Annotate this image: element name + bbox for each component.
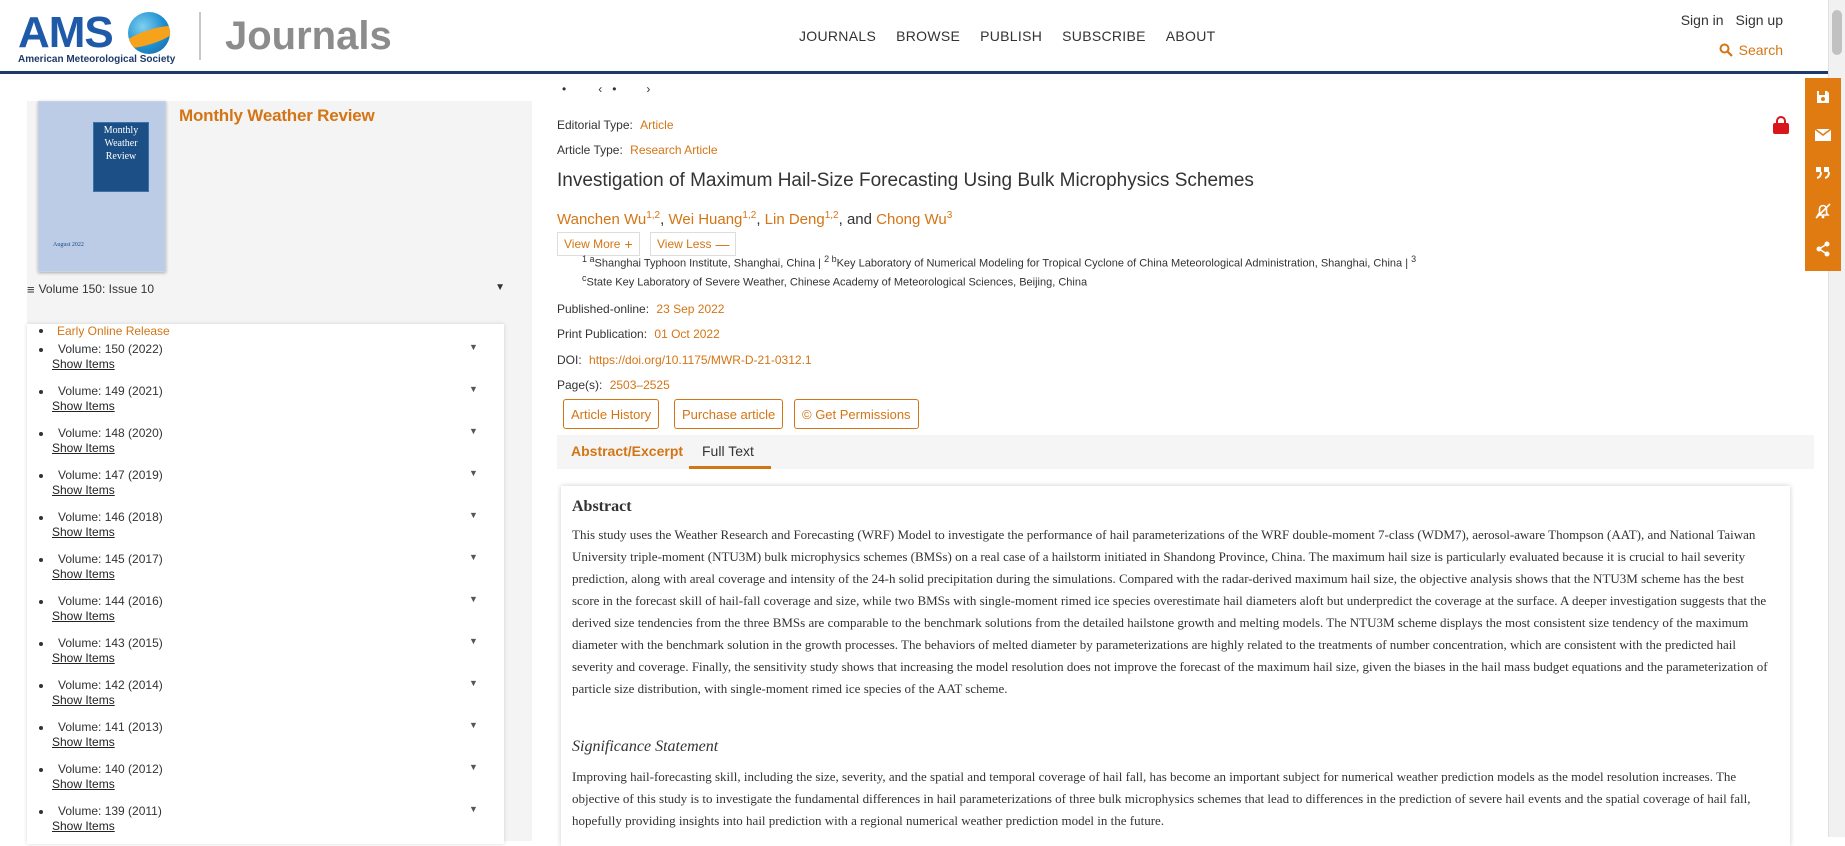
- show-items-link[interactable]: Show Items: [52, 735, 115, 749]
- published-online-label: Published-online:: [557, 302, 650, 316]
- quote-icon: [1816, 167, 1830, 179]
- get-permissions-button[interactable]: © Get Permissions: [794, 399, 919, 429]
- volume-item: [27, 550, 504, 592]
- journal-cover-image[interactable]: [38, 101, 166, 272]
- editorial-type-row: [557, 118, 674, 132]
- show-items-link[interactable]: Show Items: [52, 399, 115, 413]
- volume-label[interactable]: Volume: 149 (2021): [58, 384, 163, 398]
- content-tabs: [557, 435, 1814, 469]
- doi-row: [557, 353, 812, 367]
- expand-caret-icon[interactable]: ▼: [469, 720, 478, 730]
- affiliation-marker: 3: [1411, 254, 1417, 264]
- bell-off-icon: [1814, 202, 1832, 220]
- issue-selector-label: Volume 150: Issue 10: [38, 282, 155, 296]
- author-affiliation-sup: 3: [946, 210, 953, 221]
- lock-body: [1773, 123, 1789, 134]
- doi-label: DOI:: [557, 353, 582, 367]
- cover-title: Monthly Weather Review: [103, 125, 139, 162]
- section-title[interactable]: Journals: [225, 14, 392, 58]
- search-icon: [1719, 43, 1733, 57]
- affiliation-marker: 2 b: [824, 254, 837, 264]
- search-button[interactable]: [1719, 42, 1783, 58]
- list-bullet: [39, 642, 43, 646]
- author-affiliation-sup: 1,2: [646, 210, 661, 221]
- expand-caret-icon[interactable]: ▼: [469, 426, 478, 436]
- doi-link[interactable]: https://doi.org/10.1175/MWR-D-21-0312.1: [589, 353, 812, 367]
- article-pager: [562, 82, 650, 96]
- list-bullet: [39, 329, 43, 333]
- plus-icon: +: [624, 236, 633, 252]
- volume-list: [27, 324, 504, 844]
- list-bullet: [39, 726, 43, 730]
- list-bullet: [39, 474, 43, 478]
- published-online-date: 23 Sep 2022: [656, 302, 725, 316]
- volume-label[interactable]: Volume: 139 (2011): [58, 804, 162, 818]
- author-affiliation-sup: 1,2: [742, 210, 757, 221]
- expand-caret-icon[interactable]: ▼: [469, 678, 478, 688]
- menu-icon: ≡: [27, 281, 35, 297]
- logo-subtitle: American Meteorological Society: [18, 54, 176, 65]
- show-items-link[interactable]: Show Items: [52, 483, 115, 497]
- expand-caret-icon[interactable]: ▼: [469, 468, 478, 478]
- view-less-label: View Less: [657, 237, 712, 251]
- volume-item: [27, 718, 504, 760]
- affiliation-text: State Key Laboratory of Severe Weather, Chinese Academy of Meteorological Sciences, Beijing, China: [586, 276, 1088, 289]
- email-icon: [1815, 129, 1831, 141]
- alert-tool[interactable]: [1805, 192, 1841, 230]
- expand-caret-icon[interactable]: ▼: [469, 762, 478, 772]
- globe-icon: [128, 12, 170, 54]
- volume-label[interactable]: Volume: 146 (2018): [58, 510, 163, 524]
- journal-title-link[interactable]: Monthly Weather Review: [179, 106, 375, 125]
- show-items-link[interactable]: Show Items: [52, 651, 115, 665]
- nav-publish[interactable]: PUBLISH: [980, 28, 1043, 44]
- expand-caret-icon[interactable]: ▼: [469, 384, 478, 394]
- author-link[interactable]: Wanchen Wu: [557, 211, 647, 228]
- save-icon: [1816, 90, 1830, 104]
- volume-label[interactable]: Volume: 145 (2017): [58, 552, 163, 566]
- print-publication-date: 01 Oct 2022: [654, 327, 720, 341]
- cover-month: August 2022: [53, 242, 84, 248]
- print-publication-row: [557, 327, 720, 341]
- issue-selector[interactable]: [27, 280, 505, 298]
- show-items-link[interactable]: Show Items: [52, 525, 115, 539]
- article-type-link[interactable]: Research Article: [630, 143, 718, 157]
- affiliations: [582, 252, 1522, 289]
- pages-label: Page(s):: [557, 378, 603, 392]
- volume-label[interactable]: Volume: 140 (2012): [58, 762, 163, 776]
- author-and: and: [846, 211, 872, 228]
- next-article-icon[interactable]: ›: [646, 82, 651, 96]
- show-items-link[interactable]: Show Items: [52, 357, 115, 371]
- affiliation-text: Key Laboratory of Numerical Modeling for Tropical Cyclone of China Meteorological Administration, Shanghai, China |: [836, 257, 1409, 270]
- site-header: [0, 0, 1845, 74]
- show-items-link[interactable]: Show Items: [52, 567, 115, 581]
- editorial-type-link[interactable]: Article: [640, 118, 674, 132]
- view-more-label: View More: [564, 237, 621, 251]
- volume-item: [27, 508, 504, 550]
- cite-tool[interactable]: [1805, 154, 1841, 192]
- lock-icon: [1773, 116, 1789, 134]
- published-online-row: [557, 302, 724, 316]
- expand-caret-icon[interactable]: ▼: [469, 552, 478, 562]
- sign-up-link[interactable]: Sign up: [1735, 12, 1783, 28]
- list-bullet: [39, 684, 43, 688]
- author-affiliation-sup: 1,2: [824, 210, 839, 221]
- volume-label[interactable]: Volume: 142 (2014): [58, 678, 163, 692]
- article-title: Investigation of Maximum Hail-Size Forecasting Using Bulk Microphysics Schemes: [557, 170, 1254, 191]
- volume-item: [27, 340, 504, 382]
- early-online-release-link[interactable]: Early Online Release: [57, 324, 170, 338]
- auth-links: [1681, 12, 1783, 28]
- print-publication-label: Print Publication:: [557, 327, 648, 341]
- author-list: Wanchen Wu$^{1,2}$, Wei Huang$^{1,2}$, Lin Deng$^{1,2}$, and Chong Wu$^3$: [557, 210, 953, 228]
- volume-item: [27, 382, 504, 424]
- logo-text: AMS: [18, 8, 113, 57]
- expand-caret-icon[interactable]: ▼: [469, 636, 478, 646]
- minus-icon: —: [715, 236, 730, 252]
- significance-heading: Significance Statement: [572, 738, 719, 755]
- previous-article-icon[interactable]: ‹: [598, 82, 603, 96]
- expand-caret-icon[interactable]: ▼: [469, 342, 478, 352]
- volume-item: [27, 466, 504, 508]
- volume-item: [27, 592, 504, 634]
- dropdown-arrow-icon: ▼: [495, 282, 505, 293]
- save-tool[interactable]: [1805, 78, 1841, 116]
- author-link[interactable]: Lin Deng: [764, 211, 825, 228]
- article-history-button[interactable]: Article History: [563, 399, 659, 429]
- volume-label[interactable]: Volume: 148 (2020): [58, 426, 163, 440]
- pager-bullet: •: [562, 82, 567, 96]
- volume-item: [27, 634, 504, 676]
- tab-abstract[interactable]: Abstract/Excerpt: [571, 443, 684, 459]
- expand-caret-icon[interactable]: ▼: [469, 594, 478, 604]
- nav-journals[interactable]: JOURNALS: [799, 28, 877, 44]
- list-bullet: [39, 516, 43, 520]
- nav-subscribe[interactable]: SUBSCRIBE: [1062, 28, 1146, 44]
- volume-label[interactable]: Volume: 143 (2015): [58, 636, 163, 650]
- tab-full-text[interactable]: Full Text: [702, 443, 754, 459]
- share-icon: [1815, 241, 1831, 257]
- ams-logo[interactable]: [18, 10, 178, 68]
- volume-label[interactable]: Volume: 147 (2019): [58, 468, 163, 482]
- volume-item: [27, 676, 504, 718]
- pages-row: [557, 378, 670, 392]
- list-bullet: [39, 768, 43, 772]
- volume-item: [27, 760, 504, 802]
- show-items-link[interactable]: Show Items: [52, 819, 115, 833]
- nav-browse[interactable]: BROWSE: [896, 28, 961, 44]
- main-nav: [799, 28, 1236, 44]
- volume-label[interactable]: Volume: 141 (2013): [58, 720, 163, 734]
- active-tab-indicator: [689, 466, 771, 469]
- search-label: Search: [1738, 42, 1783, 58]
- abstract-panel: [561, 486, 1790, 846]
- affiliation-text: Shanghai Typhoon Institute, Shanghai, China |: [594, 257, 822, 270]
- volume-item: [27, 802, 504, 844]
- article-type-label: Article Type:: [557, 143, 623, 157]
- pages-value: 2503–2525: [609, 378, 670, 392]
- show-items-link[interactable]: Show Items: [52, 777, 115, 791]
- significance-text: Improving hail-forecasting skill, including the size, severity, and the spatial and temporal coverage of hail fall, has become an important subject for numerical weather prediction models as the model resolution increases. The objective of this study is to investigate the fundamental differences in hail parameterizations of three bulk microphysics schemes that lead to differences in the prediction of severe hail events and the spatial coverage of hail fall, hopefully providing insights into hail prediction with a regional numerical weather prediction model in the future.: [572, 769, 1751, 828]
- editorial-type-label: Editorial Type:: [557, 118, 633, 132]
- show-items-link[interactable]: Show Items: [52, 441, 115, 455]
- nav-about[interactable]: ABOUT: [1165, 28, 1216, 44]
- list-bullet: [39, 600, 43, 604]
- article-tools: [1805, 78, 1841, 271]
- volume-item: [27, 424, 504, 466]
- volume-label[interactable]: Volume: 144 (2016): [58, 594, 163, 608]
- affiliation-marker: c: [582, 272, 587, 283]
- article-type-row: [557, 143, 718, 157]
- pager-bullet: •: [612, 82, 617, 96]
- expand-caret-icon[interactable]: ▼: [469, 804, 478, 814]
- author-link[interactable]: Chong Wu: [876, 211, 947, 228]
- expand-caret-icon[interactable]: ▼: [469, 510, 478, 520]
- header-divider: [199, 12, 201, 60]
- list-bullet: [39, 558, 43, 562]
- share-tool[interactable]: [1805, 230, 1841, 268]
- list-bullet: [39, 390, 43, 394]
- list-bullet: [39, 810, 43, 814]
- show-items-link[interactable]: Show Items: [52, 609, 115, 623]
- list-bullet: [39, 348, 43, 352]
- scrollbar-thumb[interactable]: [1832, 10, 1842, 55]
- show-items-link[interactable]: Show Items: [52, 693, 115, 707]
- email-tool[interactable]: [1805, 116, 1841, 154]
- affiliation-marker: 1 a: [582, 254, 595, 264]
- abstract-text: This study uses the Weather Research and Forecasting (WRF) Model to investigate the performance of hail parameterizations of the WRF double-moment 7-class (WDM7), aerosol-aware Thompson (AAT), and National Taiwan University triple-moment (NTU3M) bulk microphysics schemes (BMSs) on a real case of a hailstorm initiated in Shandong Province, China. The maximum hail size is particularly evaluated because it is crucial to hail severity prediction, along with areal coverage and intensity of the 24-h solid precipitation during the simulations. Compared with the radar-derived maximum hail size, the objective analysis shows that the NTU3M scheme has the best score in the forecast skill of hail-fall coverage and size, while two BMSs with single-moment rimed ice species overestimate hail diameters aloft but underpredict the coverage at the surface. A deeper investigation suggests that the derived size tendencies from the three BMSs are comparable to the benchmark solutions from the detailed hailstone growth and melting models. The NTU3M scheme displays the most consistent size tendency of the maximum diameter with the benchmark solution in the growth processes. The behaviors of melted diameter by parameterizations are highly related to the treatments of number concentration, which are consistent with the predicted hail severity and coverage. Finally, the sensitivity study shows that increasing the model resolution does not improve the forecast of the maximum hail size, given the biases in the hail mass budget equations and the parameterization of particle size distribution, with single-moment rimed ice species of the AAT scheme.: [572, 527, 1768, 696]
- sign-in-link[interactable]: Sign in: [1680, 12, 1724, 28]
- purchase-article-button[interactable]: Purchase article: [674, 399, 783, 429]
- author-link[interactable]: Wei Huang: [668, 211, 743, 228]
- volume-label[interactable]: Volume: 150 (2022): [58, 342, 163, 356]
- list-bullet: [39, 432, 43, 436]
- abstract-heading: Abstract: [572, 498, 632, 515]
